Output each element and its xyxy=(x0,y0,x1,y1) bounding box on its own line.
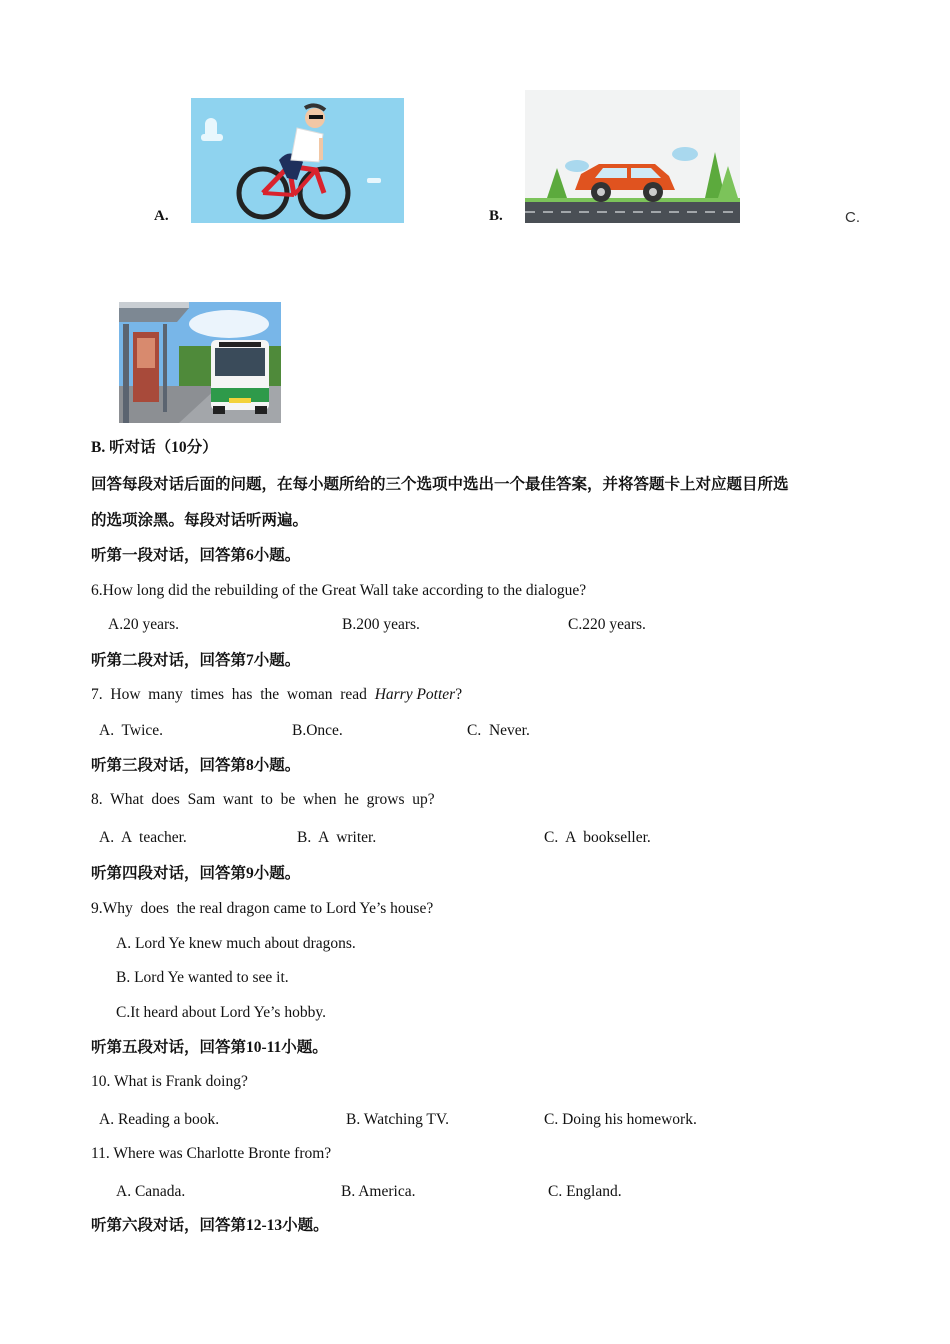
q7-option-c: C. Never. xyxy=(467,722,530,739)
question-6: 6.How long did the rebuilding of the Great Wall take according to the dialogue? xyxy=(91,582,587,599)
question-7 xyxy=(91,685,462,705)
q10-option-a: A. Reading a book. xyxy=(99,1111,220,1128)
question-7-mark: ? xyxy=(455,686,463,703)
picture-c-label: C. xyxy=(845,209,860,226)
q9-option-a: A. Lord Ye knew much about dragons. xyxy=(116,935,356,952)
q11-option-b: B. America. xyxy=(341,1183,416,1200)
instruction-line-1: 回答每段对话后面的问题，在每小题所给的三个选项中选出一个最佳答案，并将答题卡上对应题目所选 xyxy=(91,476,789,493)
q7-option-b: B.Once. xyxy=(292,722,343,739)
dialogue-1-heading: 听第一段对话，回答第6小题。 xyxy=(91,547,301,564)
dialogue-4-heading: 听第四段对话，回答第9小题。 xyxy=(91,865,301,882)
q10-option-b: B. Watching TV. xyxy=(346,1111,449,1128)
q7-option-a: A. Twice. xyxy=(99,722,164,739)
q9-option-b: B. Lord Ye wanted to see it. xyxy=(116,969,289,986)
question-7-book-title: Harry Potter xyxy=(374,686,456,703)
q10-option-c: C. Doing his homework. xyxy=(544,1111,697,1128)
cyclist-picture xyxy=(191,98,404,223)
dialogue-6-heading: 听第六段对话，回答第12-13小题。 xyxy=(91,1217,329,1234)
q8-option-c: C. A bookseller. xyxy=(544,829,651,846)
question-11: 11. Where was Charlotte Bronte from? xyxy=(91,1145,332,1162)
picture-b-label: B. xyxy=(489,208,503,224)
car-picture xyxy=(525,90,740,223)
q6-option-b: B.200 years. xyxy=(342,616,420,633)
picture-a-label: A. xyxy=(154,208,169,224)
dialogue-2-heading: 听第二段对话，回答第7小题。 xyxy=(91,652,301,669)
q6-option-a: A.20 years. xyxy=(108,616,180,633)
question-10: 10. What is Frank doing? xyxy=(91,1073,248,1090)
dialogue-3-heading: 听第三段对话，回答第8小题。 xyxy=(91,757,301,774)
q9-option-c: C.It heard about Lord Ye’s hobby. xyxy=(116,1004,326,1021)
q11-option-c: C. England. xyxy=(548,1183,622,1200)
bus-picture xyxy=(119,302,281,423)
question-9: 9.Why does the real dragon came to Lord Ye’s house? xyxy=(91,900,434,917)
question-8: 8. What does Sam want to be when he grows up? xyxy=(91,791,435,808)
section-title: B. 听对话（10分） xyxy=(91,439,218,456)
dialogue-5-heading: 听第五段对话，回答第10-11小题。 xyxy=(91,1039,328,1056)
instruction-line-2: 的选项涂黑。每段对话听两遍。 xyxy=(91,512,309,529)
question-7-text: 7. How many times has the woman read xyxy=(91,686,375,703)
q8-option-a: A. A teacher. xyxy=(99,829,187,846)
q8-option-b: B. A writer. xyxy=(297,829,377,846)
q6-option-c: C.220 years. xyxy=(568,616,646,633)
q11-option-a: A. Canada. xyxy=(116,1183,186,1200)
